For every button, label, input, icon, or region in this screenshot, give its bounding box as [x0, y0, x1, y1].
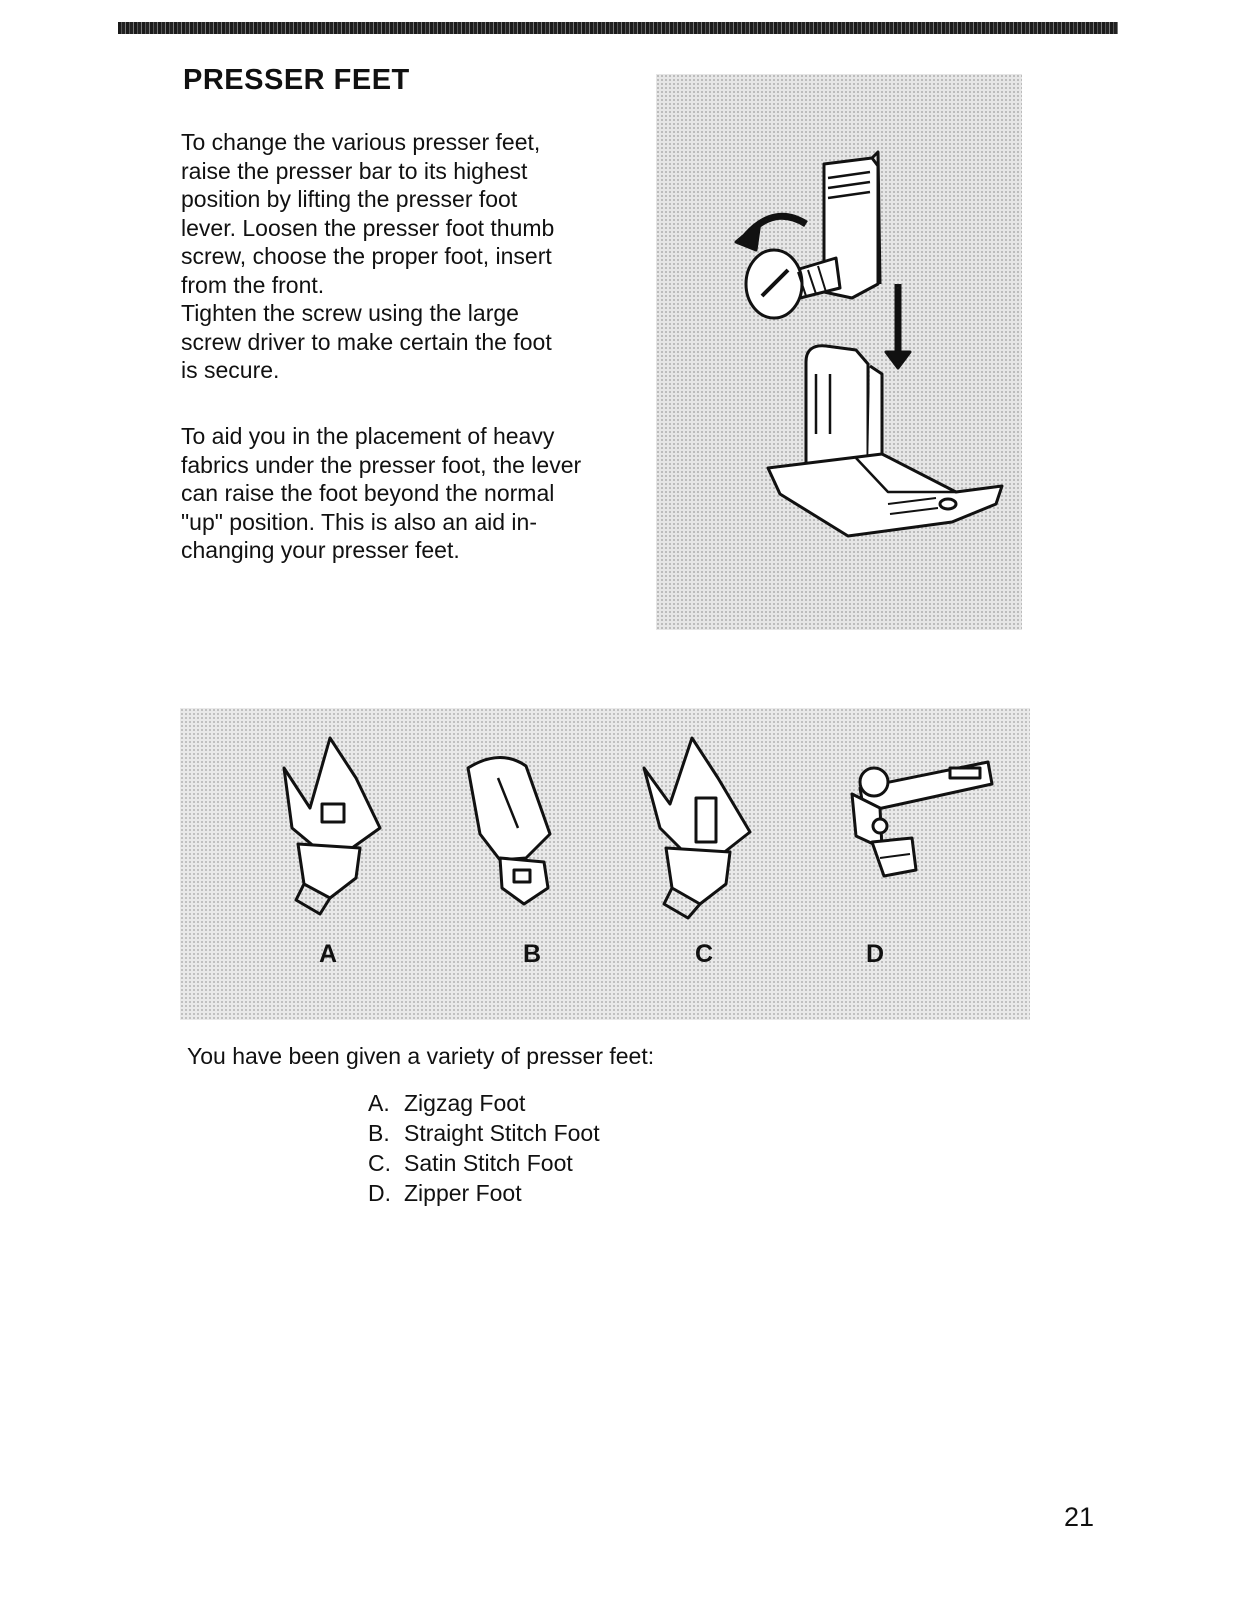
paragraph-line: changing your presser feet. [181, 537, 460, 563]
satin-stitch-foot-drawing [644, 738, 750, 918]
list-item [368, 1118, 600, 1148]
foot-label-b: B [523, 940, 542, 968]
list-item-name: Satin Stitch Foot [404, 1150, 573, 1176]
page-title: PRESSER FEET [183, 64, 410, 96]
list-item-name: Zigzag Foot [404, 1090, 526, 1116]
presser-foot-illustration [656, 74, 1022, 630]
feet-intro: You have been given a variety of presser feet: [187, 1043, 655, 1069]
straight-stitch-foot-drawing [468, 757, 550, 904]
foot-label-d: D [866, 940, 885, 968]
paragraph-line: "up" position. This is also an aid in- [181, 508, 537, 535]
paragraph-line: position by lifting the presser foot [181, 186, 518, 212]
zipper-foot-drawing [852, 762, 992, 876]
paragraph-line: lever. Loosen the presser foot thumb [181, 214, 555, 241]
foot-label-c: C [695, 940, 714, 968]
paragraph-line: screw driver to make certain the foot [181, 328, 552, 355]
paragraph-line: To change the various presser feet, [181, 129, 541, 155]
heavy-fabric-paragraph [181, 422, 627, 565]
feet-list [368, 1088, 600, 1208]
paragraph-line: screw, choose the proper foot, insert [181, 243, 552, 269]
paragraph-line: To aid you in the placement of heavy [181, 423, 555, 449]
top-rule [118, 22, 1118, 34]
list-item [368, 1178, 600, 1208]
page-number: 21 [1064, 1502, 1095, 1532]
list-item-letter: D. [368, 1180, 391, 1206]
paragraph-line: is secure. [181, 357, 280, 383]
list-item-letter: A. [368, 1090, 390, 1116]
paragraph-line: Tighten the screw using the large [181, 300, 519, 326]
instructions-paragraph [181, 128, 627, 385]
paragraph-line: from the front. [181, 271, 325, 298]
list-item [368, 1088, 600, 1118]
list-item-letter: B. [368, 1120, 390, 1146]
presser-foot-drawing [656, 74, 1022, 630]
presser-feet-illustrations [180, 708, 1030, 1020]
list-item-name: Straight Stitch Foot [404, 1120, 600, 1146]
foot-label-a: A [319, 940, 338, 968]
paragraph-line: raise the presser bar to its highest [181, 157, 528, 184]
list-item-name: Zipper Foot [404, 1180, 522, 1206]
presser-feet-drawings [180, 708, 1030, 1020]
paragraph-line: fabrics under the presser foot, the lever [181, 451, 582, 478]
zigzag-foot-drawing [284, 738, 380, 914]
list-item-letter: C. [368, 1150, 391, 1176]
list-item [368, 1148, 600, 1178]
paragraph-line: can raise the foot beyond the normal [181, 480, 555, 506]
